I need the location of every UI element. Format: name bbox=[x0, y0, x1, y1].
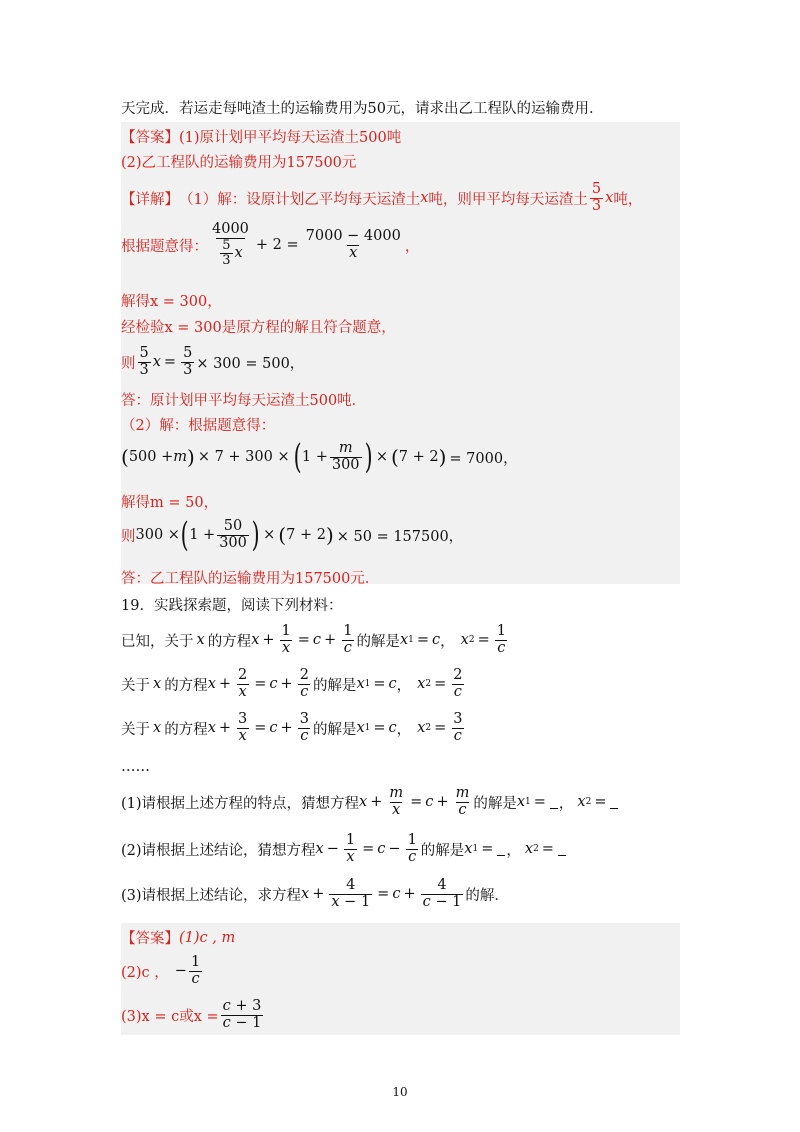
q19-title bbox=[121, 594, 342, 615]
q19-s2-tail: 的解是 bbox=[420, 842, 465, 859]
q19-s2-text: (2)请根据上述结论，猜想方程 bbox=[121, 842, 316, 859]
q19-title-text: 19．实践探索题，阅读下列材料： bbox=[121, 598, 343, 614]
q19-l2-suffix: 的解是 bbox=[312, 677, 357, 694]
solve2-text: 解得m = 50， bbox=[121, 495, 219, 511]
then2-label: 则 bbox=[121, 528, 136, 545]
blank-3[interactable] bbox=[497, 843, 505, 856]
intro-line bbox=[121, 97, 603, 118]
check1-line bbox=[121, 316, 396, 337]
detail18-line1: 【详解】 （1）解：设原计划乙平均每天运渣土 x 吨，则甲平均每天运渣土 $\frac{5}{3}$ x 吨， bbox=[121, 181, 643, 214]
q19-s3-text: (3)请根据上述结论，求方程 bbox=[121, 887, 302, 904]
solve1-label: 解得 bbox=[121, 294, 150, 310]
detail18-p1-end: 吨， bbox=[613, 191, 643, 208]
q19-given-3: 关于 x 的方程 x + $\frac{3}{x}$ = c + $\frac{3}{c}$ 的解是 x 1 = c ， x 2 = $\frac{3}{c}$ bbox=[121, 711, 463, 744]
p2-text: （2）解：根据题意得： bbox=[121, 418, 276, 434]
then2-line: 则 300 × ( 1 + $\frac{50}{300}$ ) × ( 7 + 2 ) × 50 = 157500， bbox=[121, 515, 464, 555]
q19-sub1: (1)请根据上述方程的特点，猜想方程 x + $\frac{m}{x}$ = c + $\frac{m}{c}$ 的解是 x 1 = ， x 2 = bbox=[121, 786, 619, 819]
answer18-part2: (2)乙工程队的运输费用为157500元 bbox=[121, 155, 357, 171]
fraction-5-3: $\frac{5}{3}$ bbox=[591, 181, 602, 214]
solve2-line bbox=[121, 491, 218, 512]
then2-tail: × 50 = 157500， bbox=[336, 528, 464, 545]
ans2-text: 答：乙工程队的运输费用为157500元． bbox=[121, 571, 380, 587]
answer19-a1: (1)c , m bbox=[179, 929, 236, 946]
answer18-part1: (1)原计划甲平均每天运渣土500吨 bbox=[179, 130, 402, 146]
answer19-line1 bbox=[121, 927, 235, 948]
q19-sub3: (3)请根据上述结论，求方程 x + $\frac{4}{x - 1}$ = c + $\frac{4}{c - 1}$ 的解． bbox=[121, 877, 509, 910]
then1-value: × 300 = 500， bbox=[196, 355, 305, 372]
answer19-line3: (3)x = c或x = $\frac{c + 3}{c - 1}$ bbox=[121, 998, 262, 1031]
answer19-line2: (2)c ， − $\frac{1}{c}$ bbox=[121, 954, 201, 987]
equation-1: 根据题意得： 4000 $\frac{5}{3}$ x + 2 = $\frac{7000 - 4000}{x}$ ， bbox=[121, 221, 420, 269]
page-number: 10 bbox=[392, 1085, 408, 1099]
then1-label: 则 bbox=[121, 355, 136, 372]
answer18-line1 bbox=[121, 126, 401, 147]
q19-l3-mid: 的方程 bbox=[164, 721, 208, 738]
q19-s1-tail: 的解是 bbox=[473, 795, 517, 812]
then1-line: 则 $\frac{5}{3}$ x = $\frac{5}{3}$ × 300 = 500， bbox=[121, 345, 305, 378]
ellipsis-text: …… bbox=[121, 759, 150, 775]
eq2-tail: = 7000， bbox=[449, 450, 518, 467]
blank-1[interactable] bbox=[550, 796, 558, 809]
ans2-line bbox=[121, 567, 379, 588]
answer19-a3-prefix: (3)x = c或x = bbox=[121, 1008, 219, 1025]
p2-line bbox=[121, 414, 275, 435]
answer-tag: 【答案】 bbox=[121, 130, 179, 146]
detail18-p1-text: （1）解：设原计划乙平均每天运渣土 bbox=[179, 191, 421, 208]
q19-ellipsis bbox=[121, 759, 150, 775]
ans1-line bbox=[121, 389, 366, 410]
blank-4[interactable] bbox=[558, 843, 566, 856]
answer18-line2 bbox=[121, 151, 356, 172]
detail-tag: 【详解】 bbox=[121, 191, 179, 208]
q19-l1-suffix: 的解是 bbox=[356, 633, 400, 650]
ans1-text: 答：原计划甲平均每天运渣土500吨． bbox=[121, 393, 367, 409]
q19-s1-text: (1)请根据上述方程的特点，猜想方程 bbox=[121, 795, 360, 812]
intro-text: 天完成．若运走每吨渣土的运输费用为50元，请求出乙工程队的运输费用． bbox=[121, 101, 604, 117]
q19-sub2: (2)请根据上述结论，猜想方程 x − $\frac{1}{x}$ = c − $\frac{1}{c}$ 的解是 x 1 = ， x 2 = bbox=[121, 833, 567, 866]
q19-s3-tail: 的解． bbox=[465, 887, 509, 904]
detail18-p1-text2: 吨，则甲平均每天运渣土 bbox=[428, 191, 588, 208]
solve1-value: x = 300， bbox=[150, 294, 222, 310]
blank-2[interactable] bbox=[610, 796, 618, 809]
eq1-prefix: 根据题意得： bbox=[121, 238, 208, 255]
answer19-tag: 【答案】 bbox=[121, 931, 179, 947]
q19-l1-prefix: 已知，关于 bbox=[121, 633, 194, 650]
equation-2: ( 500 + m ) × 7 + 300 × ( 1 + $\frac{m}{300}$ ) × ( 7 + 2 ) = 7000， bbox=[121, 437, 518, 477]
q19-l1-mid: 的方程 bbox=[207, 633, 252, 650]
q19-l2-mid: 的方程 bbox=[164, 677, 208, 694]
q19-given-2: 关于 x 的方程 x + $\frac{2}{x}$ = c + $\frac{2}{c}$ 的解是 x 1 = c ， x 2 = $\frac{2}{c}$ bbox=[121, 667, 463, 700]
answer19-a2: (2)c ， bbox=[121, 964, 169, 981]
q19-given-1: 已知，关于 x 的方程 x + $\frac{1}{x}$ = c + $\frac{1}{c}$ 的解是 x 1 = c ， x 2 = $\frac{1}{c}$ bbox=[121, 623, 506, 656]
check1-text: 经检验x = 300是原方程的解且符合题意， bbox=[121, 320, 396, 336]
solve1-line bbox=[121, 290, 222, 311]
q19-l3-suffix: 的解是 bbox=[312, 721, 357, 738]
